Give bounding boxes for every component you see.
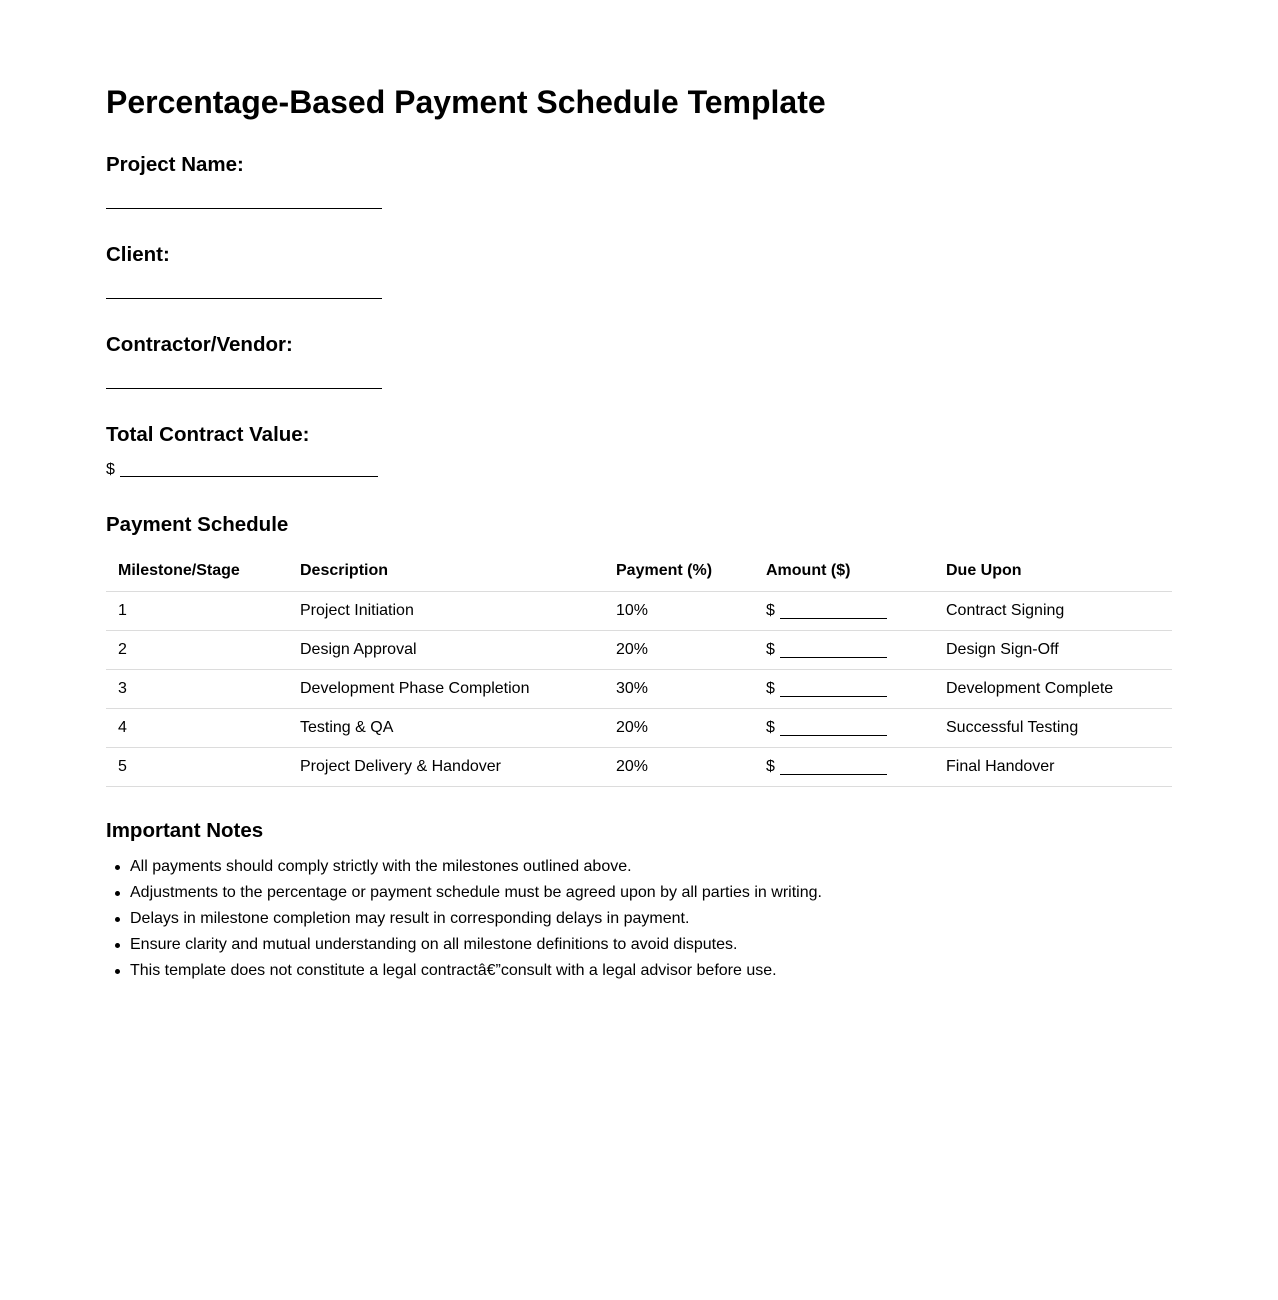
cell-stage: 2 (118, 640, 127, 658)
list-item: All payments should comply strictly with the milestones outlined above. (106, 856, 822, 882)
cell-stage: 3 (118, 679, 127, 697)
cell-payment: 20% (616, 718, 649, 736)
amount-blank (780, 774, 887, 775)
page-title: Percentage-Based Payment Schedule Template (106, 84, 826, 120)
cell-payment: 20% (616, 640, 649, 658)
cell-amount (754, 630, 934, 669)
total-value-blank (120, 476, 378, 477)
cell-due: Design Sign-Off (946, 640, 1059, 658)
important-notes-title: Important Notes (106, 819, 264, 842)
project-name-label: Project Name: (106, 153, 244, 176)
amount-prefix: $ (766, 640, 775, 658)
amount-blank (780, 735, 887, 736)
cell-description: Design Approval (300, 640, 417, 658)
currency-symbol: $ (106, 461, 115, 478)
list-item: This template does not constitute a legal contractâ€”consult with a legal advisor before use. (106, 960, 822, 986)
cell-stage: 4 (118, 718, 127, 736)
cell-description: Project Delivery & Handover (300, 757, 501, 775)
cell-payment: 20% (616, 757, 649, 775)
cell-due: Final Handover (946, 757, 1055, 775)
header-amount: Amount ($) (766, 562, 851, 580)
cell-amount (754, 591, 934, 630)
amount-blank (780, 657, 887, 658)
cell-description: Development Phase Completion (300, 679, 530, 697)
table-header-row (106, 552, 1172, 591)
cell-stage: 5 (118, 757, 127, 775)
notes-list (106, 856, 822, 986)
cell-description: Testing & QA (300, 718, 394, 736)
list-item: Ensure clarity and mutual understanding on all milestone definitions to avoid disputes. (106, 934, 822, 960)
cell-amount (754, 669, 934, 708)
cell-due: Successful Testing (946, 718, 1079, 736)
table-row (106, 669, 1172, 708)
table-row (106, 708, 1172, 747)
list-item: Adjustments to the percentage or payment schedule must be agreed upon by all parties in writing. (106, 882, 822, 908)
project-name-line (106, 208, 382, 209)
contractor-line (106, 388, 382, 389)
amount-prefix: $ (766, 601, 775, 619)
header-due-upon: Due Upon (946, 562, 1022, 580)
table-row (106, 747, 1172, 786)
table-row (106, 630, 1172, 669)
cell-amount (754, 708, 934, 747)
amount-blank (780, 696, 887, 697)
header-payment: Payment (%) (616, 562, 713, 580)
amount-prefix: $ (766, 757, 775, 775)
client-label: Client: (106, 243, 170, 266)
contractor-label: Contractor/Vendor: (106, 333, 293, 356)
table-row (106, 591, 1172, 630)
cell-description: Project Initiation (300, 601, 414, 619)
amount-prefix: $ (766, 718, 775, 736)
cell-payment: 30% (616, 679, 649, 697)
header-milestone: Milestone/Stage (118, 562, 240, 580)
header-description: Description (300, 562, 389, 580)
client-line (106, 298, 382, 299)
amount-blank (780, 618, 887, 619)
total-contract-value-label: Total Contract Value: (106, 423, 310, 446)
cell-stage: 1 (118, 601, 127, 619)
cell-due: Development Complete (946, 679, 1114, 697)
total-contract-value-row (106, 460, 378, 480)
list-item: Delays in milestone completion may result in corresponding delays in payment. (106, 908, 822, 934)
cell-due: Contract Signing (946, 601, 1065, 619)
cell-payment: 10% (616, 601, 649, 619)
amount-prefix: $ (766, 679, 775, 697)
cell-amount (754, 747, 934, 786)
payment-schedule-table (106, 552, 1172, 787)
payment-schedule-title: Payment Schedule (106, 513, 289, 536)
